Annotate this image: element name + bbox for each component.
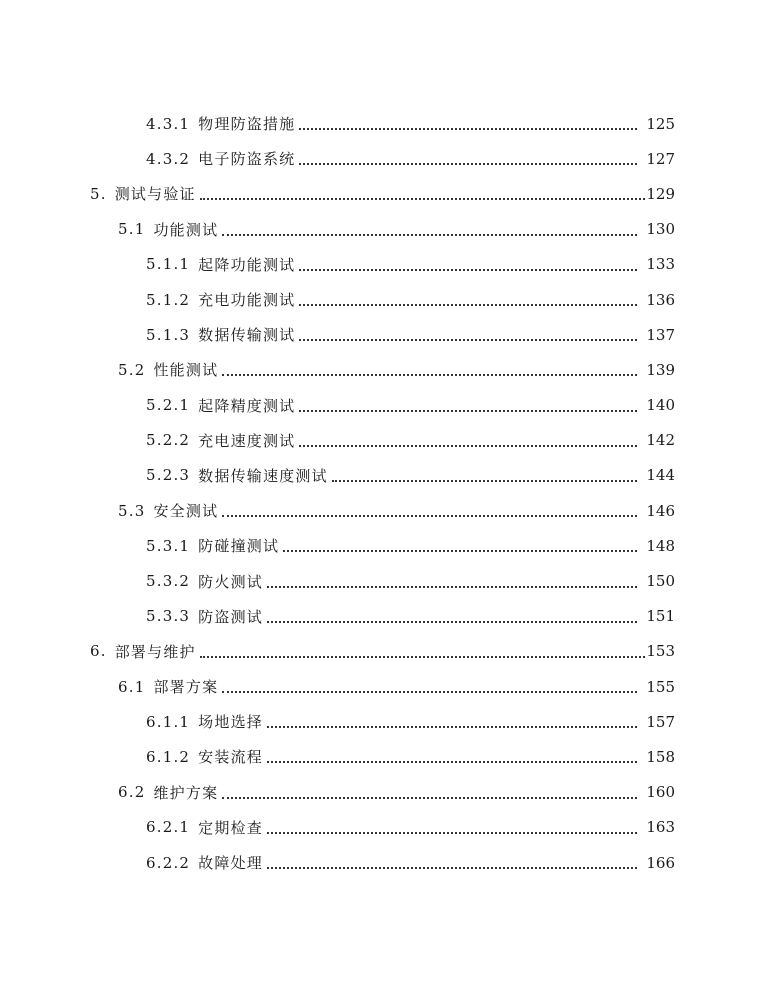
dot-leader — [222, 233, 637, 236]
toc-entry-title: 防盗测试 — [198, 607, 263, 626]
toc-page-number: 139 — [646, 360, 675, 379]
toc-entry-title: 充电功能测试 — [198, 291, 296, 310]
toc-page-number: 136 — [646, 290, 675, 309]
toc-page-number: 130 — [646, 220, 675, 239]
toc-entry-number: 5.3.3 — [146, 607, 191, 626]
toc-entry[interactable] — [0, 528, 765, 563]
dot-leader — [332, 479, 637, 482]
toc-entry-number: 5.3 — [118, 501, 146, 520]
dot-leader — [267, 866, 637, 869]
toc-entry-number: 4.3.2 — [146, 149, 191, 168]
toc-entry-number: 5.1.3 — [146, 325, 191, 344]
toc-entry[interactable] — [0, 423, 765, 458]
toc-entry-title: 安装流程 — [198, 748, 263, 767]
dot-leader — [222, 690, 637, 693]
dot-leader — [222, 373, 637, 376]
toc-entry[interactable] — [0, 176, 765, 211]
toc-entry-number: 6.2.1 — [146, 818, 191, 837]
toc-entry-title: 场地选择 — [198, 713, 263, 732]
dot-leader — [299, 303, 637, 306]
toc-entry-number: 5.3.1 — [146, 536, 191, 555]
toc-entry[interactable] — [0, 212, 765, 247]
toc-entry-number: 5.2.1 — [146, 396, 191, 415]
toc-page-number: 133 — [646, 255, 675, 274]
toc-entry[interactable] — [0, 845, 765, 880]
toc-entry-title: 防碰撞测试 — [198, 537, 280, 556]
toc-entry-title: 物理防盗措施 — [198, 115, 296, 134]
toc-entry[interactable] — [0, 317, 765, 352]
toc-entry-number: 5.1 — [118, 220, 146, 239]
toc-page-number: 163 — [646, 818, 675, 837]
toc-entry-title: 防火测试 — [198, 572, 263, 591]
toc-entry-number: 6.1.2 — [146, 747, 191, 766]
toc-entry-title: 故障处理 — [198, 854, 263, 873]
toc-page-number: 158 — [646, 747, 675, 766]
dot-leader — [299, 409, 637, 412]
toc-page-number: 125 — [646, 114, 675, 133]
toc-entry-number: 6.1 — [118, 677, 146, 696]
table-of-contents — [0, 106, 765, 880]
dot-leader — [267, 760, 637, 763]
toc-entry[interactable] — [0, 493, 765, 528]
toc-entry[interactable] — [0, 810, 765, 845]
toc-entry-number: 6. — [90, 642, 107, 661]
toc-page-number: 160 — [646, 783, 675, 802]
toc-entry-title: 起降精度测试 — [198, 396, 296, 415]
toc-entry-title: 性能测试 — [153, 361, 219, 380]
dot-leader — [267, 831, 637, 834]
toc-page-number: 157 — [646, 712, 675, 731]
toc-entry-number: 5.1.2 — [146, 290, 191, 309]
toc-entry[interactable] — [0, 458, 765, 493]
toc-page-number: 151 — [646, 607, 675, 626]
dot-leader — [299, 444, 637, 447]
toc-entry-number: 5.3.2 — [146, 572, 191, 591]
toc-page-number: 137 — [646, 325, 675, 344]
toc-entry-number: 4.3.1 — [146, 114, 191, 133]
toc-entry[interactable] — [0, 106, 765, 141]
toc-entry-title: 测试与验证 — [114, 185, 196, 204]
toc-entry-title: 部署与维护 — [114, 642, 196, 661]
toc-entry-number: 5.1.1 — [146, 255, 191, 274]
dot-leader — [267, 725, 637, 728]
dot-leader — [200, 655, 645, 658]
dot-leader — [222, 796, 637, 799]
toc-page-number: 153 — [646, 642, 675, 661]
toc-entry[interactable] — [0, 599, 765, 634]
toc-entry[interactable] — [0, 282, 765, 317]
toc-entry-title: 充电速度测试 — [198, 431, 296, 450]
toc-entry[interactable] — [0, 669, 765, 704]
toc-entry[interactable] — [0, 352, 765, 387]
toc-page-number: 129 — [646, 184, 675, 203]
toc-entry-title: 起降功能测试 — [198, 255, 296, 274]
dot-leader — [299, 162, 637, 165]
toc-page-number: 142 — [646, 431, 675, 450]
toc-entry-number: 5. — [90, 184, 107, 203]
toc-entry[interactable] — [0, 247, 765, 282]
dot-leader — [267, 620, 637, 623]
toc-entry-title: 部署方案 — [153, 678, 219, 697]
toc-page-number: 150 — [646, 572, 675, 591]
toc-entry-number: 5.2 — [118, 360, 146, 379]
toc-page-number: 146 — [646, 501, 675, 520]
toc-page-number: 166 — [646, 853, 675, 872]
toc-entry-number: 6.2 — [118, 783, 146, 802]
toc-entry-title: 功能测试 — [153, 220, 219, 239]
dot-leader — [267, 585, 637, 588]
dot-leader — [200, 197, 645, 200]
toc-page-number: 140 — [646, 396, 675, 415]
toc-entry[interactable] — [0, 563, 765, 598]
dot-leader — [222, 514, 637, 517]
dot-leader — [283, 549, 637, 552]
toc-page-number: 144 — [646, 466, 675, 485]
toc-entry-number: 6.1.1 — [146, 712, 191, 731]
toc-entry-title: 维护方案 — [153, 783, 219, 802]
dot-leader — [299, 127, 637, 130]
toc-entry-number: 5.2.2 — [146, 431, 191, 450]
toc-entry-title: 电子防盗系统 — [198, 150, 296, 169]
toc-entry[interactable] — [0, 739, 765, 774]
toc-page-number: 155 — [646, 677, 675, 696]
dot-leader — [299, 338, 637, 341]
toc-entry-title: 定期检查 — [198, 818, 263, 837]
toc-entry-number: 5.2.3 — [146, 466, 191, 485]
toc-page-number: 148 — [646, 536, 675, 555]
toc-entry[interactable] — [0, 141, 765, 176]
toc-entry[interactable] — [0, 775, 765, 810]
toc-entry-number: 6.2.2 — [146, 853, 191, 872]
toc-entry-title: 安全测试 — [153, 502, 219, 521]
toc-entry[interactable] — [0, 634, 765, 669]
toc-entry-title: 数据传输测试 — [198, 326, 296, 345]
dot-leader — [299, 268, 637, 271]
toc-entry-title: 数据传输速度测试 — [198, 466, 328, 485]
toc-entry[interactable] — [0, 704, 765, 739]
toc-page-number: 127 — [646, 149, 675, 168]
toc-entry[interactable] — [0, 388, 765, 423]
